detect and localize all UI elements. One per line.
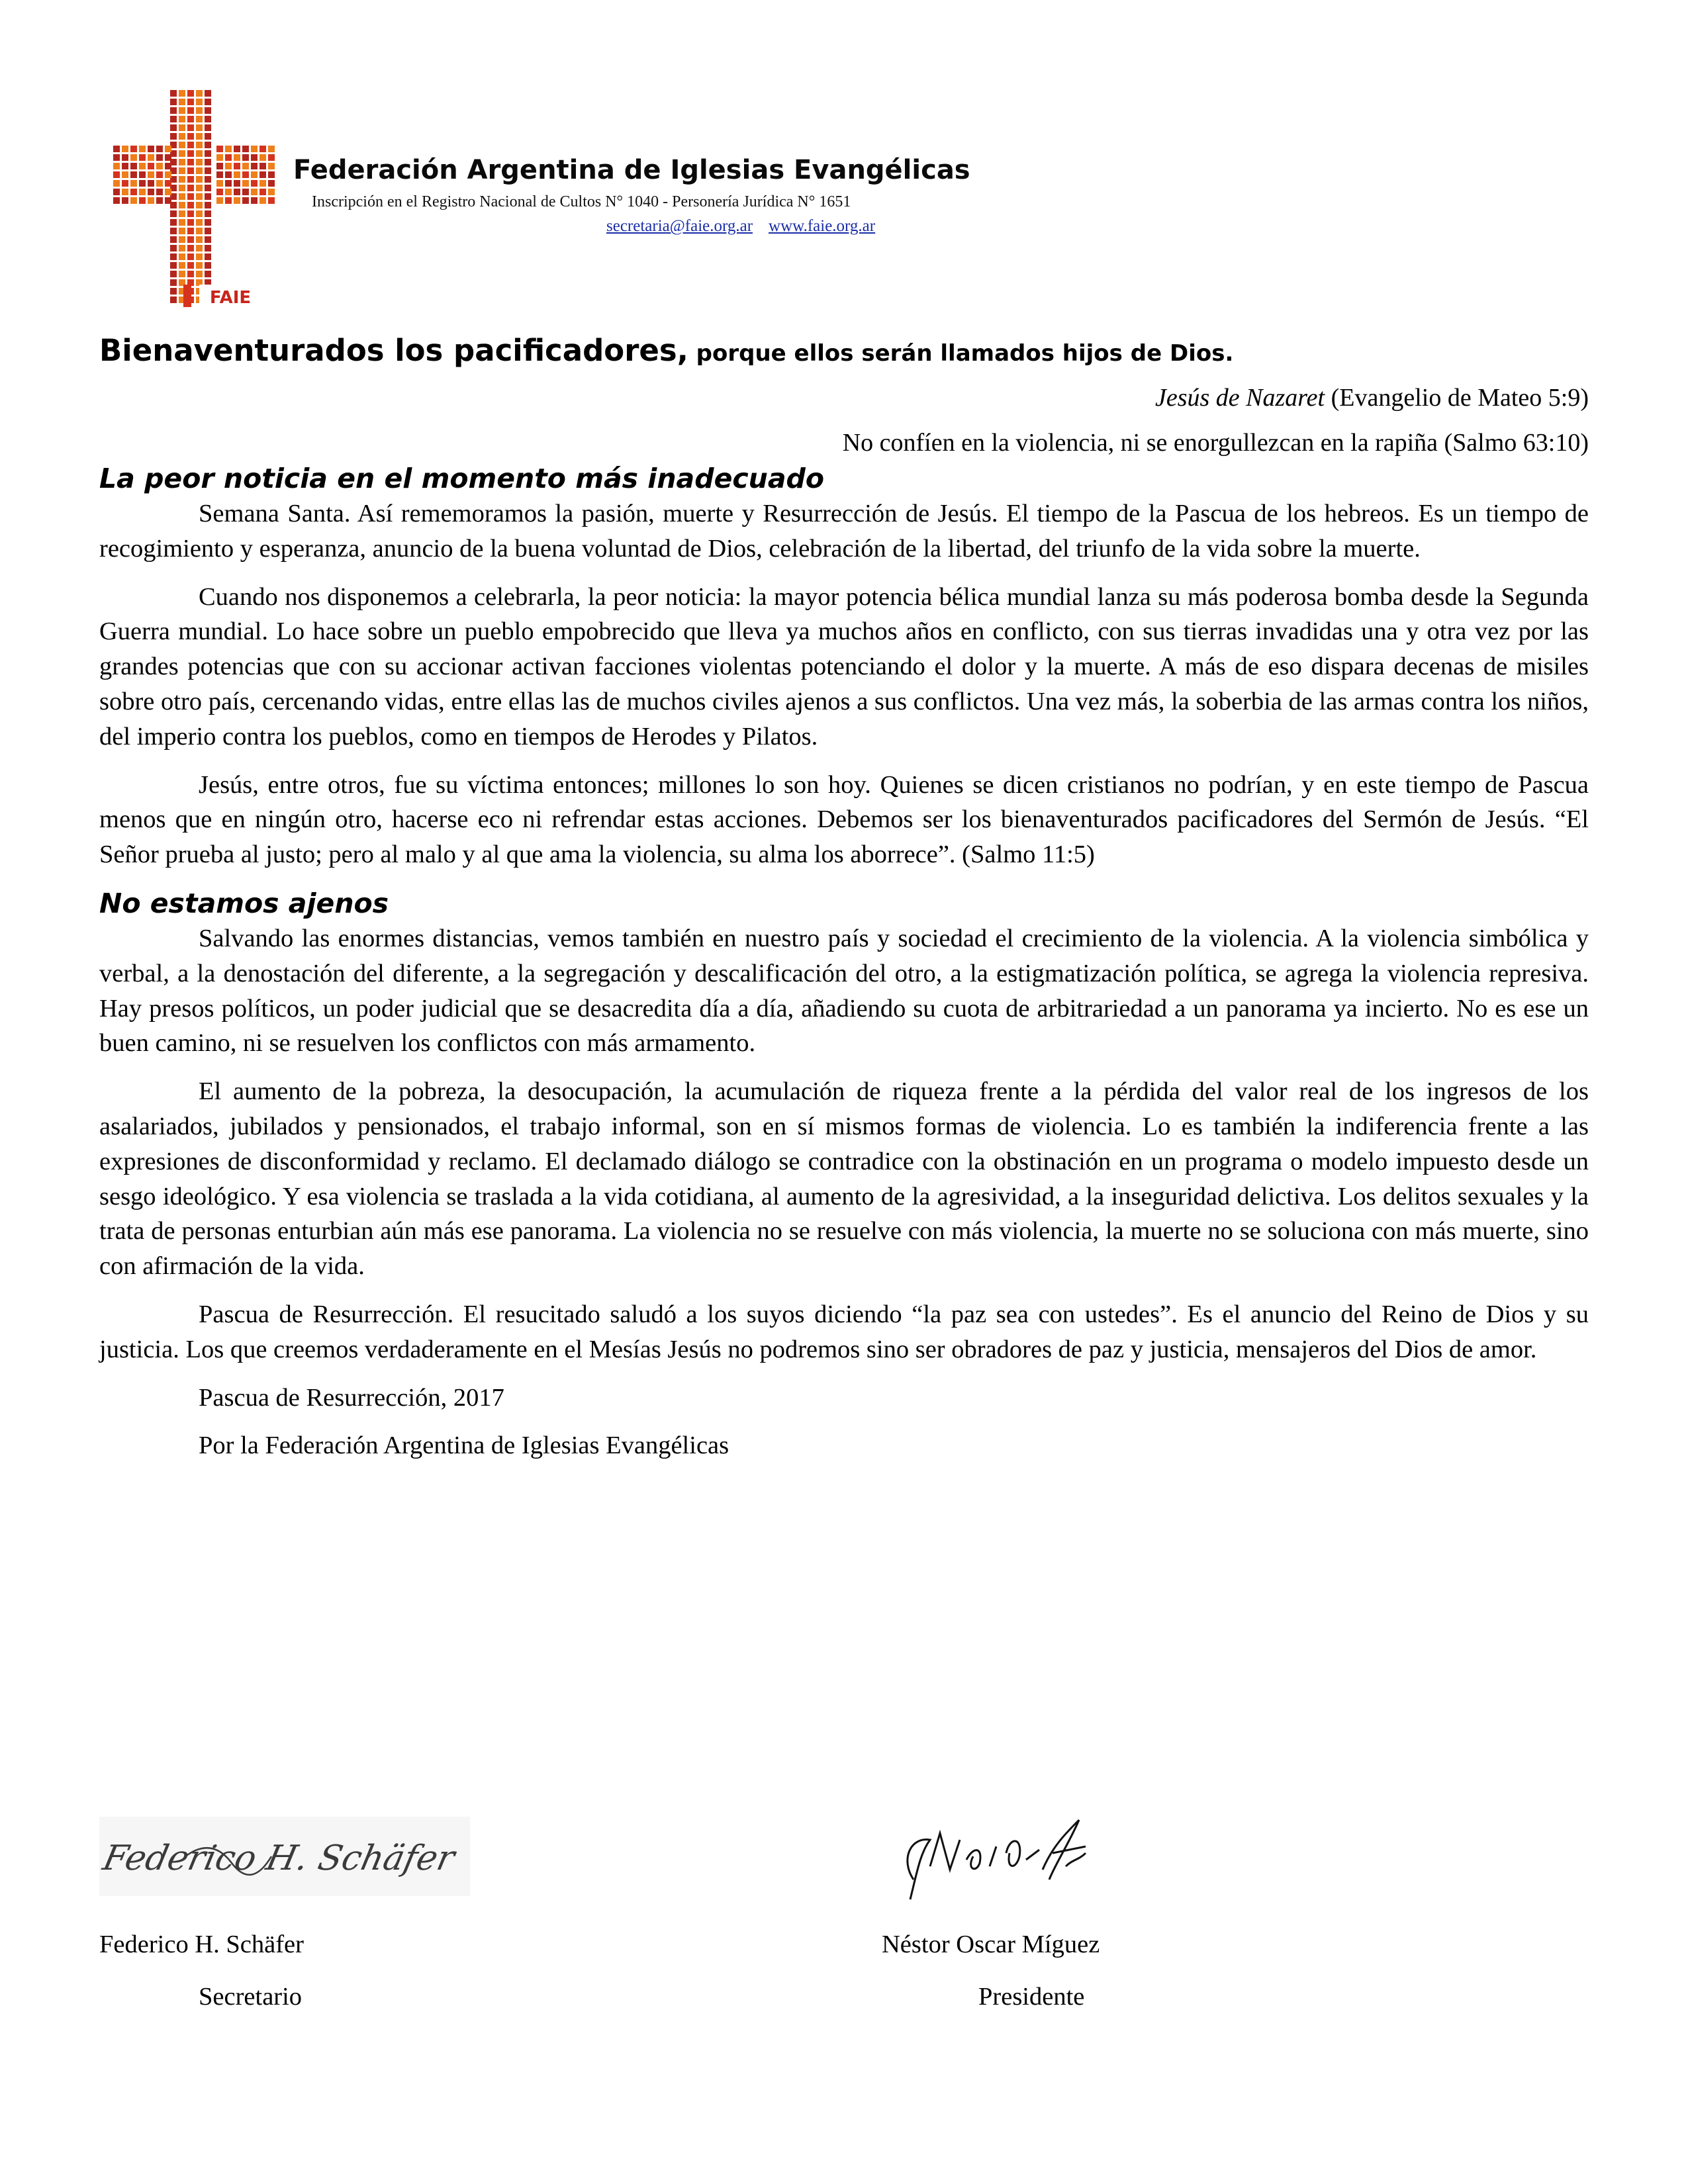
logo-tile [187,253,194,260]
logo-tile [165,154,171,161]
logo-tile [268,146,275,152]
logo-tile [170,219,177,226]
logo-tile [130,171,137,178]
logo-tile [216,146,223,152]
logo-tile [205,202,211,208]
logo-tile [170,228,177,234]
org-name: Federación Argentina de Iglesias Evangélicas [293,155,970,185]
logo-tile [187,176,194,183]
logo-tile [205,210,211,217]
logo-tile [242,171,249,178]
logo-tile [179,142,185,148]
logo-tile [139,180,146,187]
letter-body [99,331,1589,1477]
logo-tile [242,163,249,169]
logo-tile [170,279,177,286]
logo-tile [113,189,120,195]
logo-tile [259,146,266,152]
logo-tile [205,236,211,243]
logo-tile [196,193,203,200]
logo-tile [205,124,211,131]
logo-tile [234,171,240,178]
org-registration: Inscripción en el Registro Nacional de Cultos N° 1040 - Personería Jurídica N° 1651 [312,193,851,210]
logo-tile [205,271,211,277]
org-header [293,154,970,235]
logo-tile [187,99,194,105]
logo-tile [130,163,137,169]
logo-tile [205,245,211,251]
logo-tile [139,146,146,152]
logo-tile [165,197,171,204]
logo-tile [187,124,194,131]
logo-tile [122,197,128,204]
logo-tile [196,124,203,131]
logo-tile [187,185,194,191]
logo-tile [234,189,240,195]
logo-tile [179,210,185,217]
logo-tile [196,150,203,157]
logo-tile [196,185,203,191]
logo-tile [196,219,203,226]
logo-tile [251,189,258,195]
logo-tile [187,90,194,97]
logo-tile [170,124,177,131]
logo-tile [205,228,211,234]
logo-tile [196,90,203,97]
faie-cross-logo [109,86,275,311]
logo-tile [122,180,128,187]
logo-tile [179,133,185,140]
logo-tile [216,180,223,187]
logo-tile [156,154,163,161]
logo-tile [113,146,120,152]
logo-tile [170,133,177,140]
logo-tile [225,180,232,187]
logo-tile [268,197,275,204]
logo-tile [205,142,211,148]
logo-tile [196,133,203,140]
logo-tile [179,99,185,105]
paragraph: Jesús, entre otros, fue su víctima entonces; millones lo son hoy. Quienes se dicen cristianos no podrían, y en este tiempo de Pascua menos que en ningún otro, hacerse eco ni refrendar estas acciones. Debemos ser los bienaventurados pacificadores del Sermón de Jesús. “El Señor prueba al justo; pero al malo y al que ama la violencia, su alma los aborrece”. (Salmo 11:5) [99,770,1589,869]
logo-tile [165,163,171,169]
attribution-source: (Evangelio de Mateo 5:9) [1325,384,1589,412]
section-heading: La peor noticia en el momento más inadecuado [99,463,825,494]
logo-tile [205,107,211,114]
logo-tile [234,154,240,161]
logo-tile [113,154,120,161]
section-heading: No estamos ajenos [99,887,389,919]
logo-tile [113,197,120,204]
logo-tile [187,142,194,148]
logo-tile [130,189,137,195]
logo-tile [205,99,211,105]
logo-tile [165,180,171,187]
logo-tile [234,180,240,187]
logo-tile [139,189,146,195]
logo-tile [259,154,266,161]
logo-tile [196,176,203,183]
logo-tile [205,176,211,183]
logo-tile [259,180,266,187]
logo-tile [205,262,211,269]
logo-tile [139,197,146,204]
logo-tile [170,90,177,97]
logo-tile [196,142,203,148]
logo-tile [205,159,211,165]
logo-label: FAIE [209,288,252,308]
date-line: Pascua de Resurrección, 2017 [199,1383,504,1412]
beatitude-main: Bienaventurados los pacificadores, [99,333,688,368]
logo-tile [205,253,211,260]
logo-tile [139,154,146,161]
logo-tile [187,116,194,122]
logo-tile [156,189,163,195]
logo-tile [148,189,154,195]
logo-tile [216,163,223,169]
signer-title: Presidente [978,1983,1085,2011]
logo-tile [187,159,194,165]
paragraph: Pascua de Resurrección. El resucitado saludó a los suyos diciendo “la paz sea con ustedes”. Es el anuncio del Reino de Dios y su justicia. Los que creemos verdaderamente en el Mesías Jesús no podremos sino ser obradores de paz y justicia, mensajeros del Dios de amor. [99,1300,1589,1363]
logo-tile [113,180,120,187]
logo-tile [170,253,177,260]
logo-tile [216,189,223,195]
logo-tile [216,171,223,178]
logo-tile [196,159,203,165]
signer-title: Secretario [199,1983,303,2011]
logo-tile [268,171,275,178]
logo-tile [183,285,191,307]
logo-tile [234,197,240,204]
paragraph: Salvando las enormes distancias, vemos también en nuestro país y sociedad el crecimiento de la violencia. A la violencia simbólica y verbal, a la denostación del diferente, a la segregación y descalificación del otro, a la estigmatización política, se agrega la violencia represiva. Hay presos políticos, un poder judicial que se desacredita día a día, añadiendo su cuota de arbitrariedad a un panorama ya incierto. No es ese un buen camino, ni se resuelven los conflictos con más armamento. [99,924,1589,1058]
logo-tile [187,236,194,243]
logo-tile [187,271,194,277]
logo-tile [259,171,266,178]
logo-tile [268,154,275,161]
logo-tile [225,189,232,195]
logo-tile [268,180,275,187]
logo-tile [130,154,137,161]
signature-secretary-script: Federico H. Schäfer [99,1838,459,1878]
beatitude-rest: porque ellos serán llamados hijos de Dios. [688,340,1234,367]
logo-tile [179,193,185,200]
logo-tile [251,180,258,187]
paragraph: El aumento de la pobreza, la desocupación, la acumulación de riqueza frente a la pérdida del valor real de los ingresos de los asalariados, jubilados y pensionados, el trabajo informal, son en sí mismos formas de violencia. Lo es también la indiferencia frente a las expresiones de disconformidad y reclamo. El declamado diálogo se contradice con la obstinación en un programa o modelo impuesto desde un sesgo ideológico. Y esa violencia se traslada a la vida cotidiana, al aumento de la agresividad, a la inseguridad delictiva. Los delitos sexuales y la trata de personas enturbian aún más ese panorama. La violencia no se resuelve con más violencia, la muerte no se soluciona con más muerte, sino con afirmación de la vida. [99,1077,1589,1281]
logo-tile [179,116,185,122]
logo-tile [187,202,194,208]
signature-secretary [99,1817,470,1896]
logo-tile [179,219,185,226]
logo-tile [170,116,177,122]
cross-logo-icon [109,86,275,311]
logo-tile [251,146,258,152]
logo-tile [179,253,185,260]
logo-tile [148,146,154,152]
logo-tile [225,154,232,161]
logo-tile [179,90,185,97]
logo-tile [187,262,194,269]
beatitude-heading [99,331,1589,373]
website-link[interactable]: www.faie.org.ar [769,217,876,235]
logo-tile [187,245,194,251]
logo-tile [196,167,203,174]
logo-tile [225,146,232,152]
logo-tile [179,228,185,234]
org-links [606,217,875,236]
logo-tile [196,236,203,243]
logo-tile [196,271,203,277]
logo-tile [242,189,249,195]
logo-tile [130,180,137,187]
logo-tile [179,107,185,114]
logo-tile [216,197,223,204]
logo-tile [251,171,258,178]
logo-tile [205,150,211,157]
email-link[interactable]: secretaria@faie.org.ar [606,217,753,235]
logo-tile [187,107,194,114]
logo-tile [148,171,154,178]
logo-tile [179,176,185,183]
logo-tile [179,124,185,131]
logo-tile [225,163,232,169]
logo-tile [251,154,258,161]
logo-tile [225,197,232,204]
logo-tile [187,133,194,140]
logo-tile [251,163,258,169]
logo-tile [251,197,258,204]
logo-tile [259,163,266,169]
logo-tile [179,159,185,165]
paragraph: Semana Santa. Así rememoramos la pasión, muerte y Resurrección de Jesús. El tiempo de la Pascua de los hebreos. Es un tiempo de recogimiento y esperanza, anuncio de la buena voluntad de Dios, celebración de la libertad, del triunfo de la vida sobre la muerte. [99,500,1589,563]
logo-tile [170,245,177,251]
logo-tile [268,163,275,169]
paragraph: Cuando nos disponemos a celebrarla, la peor noticia: la mayor potencia bélica mundial lanza su más poderosa bomba desde la Segunda Guerra mundial. Lo hace sobre un pueblo empobrecido que lleva ya muchos años en conflicto, con sus tierras invadidas una y otra vez por las grandes potencias que con su accionar activan facciones violentas potenciando el dolor y la muerte. A más de eso dispara decenas de misiles sobre otro país, cercenando vidas, entre ellas las de muchos civiles ajenos a sus conflictos. Una vez más, la soberbia de las armas contra los niños, del imperio contra los pueblos, como en tiempos de Herodes y Pilatos. [99,582,1589,751]
signature-president [874,1807,1125,1913]
logo-tile [179,262,185,269]
logo-tile [122,163,128,169]
logo-tile [139,163,146,169]
logo-tile [205,185,211,191]
logo-tile [148,180,154,187]
logo-tile [170,210,177,217]
logo-tile [113,171,120,178]
logo-tile [156,146,163,152]
logo-tile [165,146,171,152]
signature-president-icon [874,1807,1125,1913]
logo-tile [196,210,203,217]
logo-tile [196,107,203,114]
logo-tile [234,146,240,152]
logo-tile [179,185,185,191]
logo-tile [205,133,211,140]
logo-tile [170,236,177,243]
logo-tile [179,202,185,208]
logo-tile [170,288,177,295]
logo-tile [148,154,154,161]
signature-secretary-icon [99,1817,470,1896]
logo-tile [148,197,154,204]
logo-tile [205,219,211,226]
logo-tile [234,163,240,169]
logo-tile [179,271,185,277]
logo-tile [187,193,194,200]
logo-tile [259,197,266,204]
attribution [99,380,1589,416]
logo-tile [187,210,194,217]
logo-tile [130,146,137,152]
logo-tile [187,219,194,226]
logo-tile [170,262,177,269]
logo-tile [187,228,194,234]
logo-tile [179,245,185,251]
logo-tile [170,99,177,105]
on-behalf-line: Por la Federación Argentina de Iglesias Evangélicas [199,1432,729,1460]
logo-tile [196,116,203,122]
logo-tile [242,180,249,187]
logo-tile [205,90,211,97]
logo-tile [165,189,171,195]
logo-tile [156,180,163,187]
psalm-quote: No confíen en la violencia, ni se enorgullezcan en la rapiña (Salmo 63:10) [842,429,1589,457]
logo-tile [216,154,223,161]
logo-tile [156,197,163,204]
logo-tile [122,171,128,178]
logo-tile [225,171,232,178]
logo-tile [187,150,194,157]
logo-tile [196,262,203,269]
logo-tile [196,253,203,260]
logo-tile [179,167,185,174]
signer-name: Néstor Oscar Míguez [882,1931,1100,1958]
logo-tile [205,193,211,200]
logo-tile [170,296,177,303]
logo-tile [122,146,128,152]
logo-tile [179,236,185,243]
logo-tile [139,171,146,178]
logo-tile [242,154,249,161]
logo-tile [205,167,211,174]
logo-tile [156,163,163,169]
logo-tile [130,197,137,204]
logo-tile [196,245,203,251]
logo-tile [170,271,177,277]
logo-tile [113,163,120,169]
logo-tile [259,189,266,195]
logo-tile [205,116,211,122]
logo-tile [268,189,275,195]
logo-tile [242,197,249,204]
logo-tile [179,150,185,157]
logo-tile [122,154,128,161]
logo-tile [187,167,194,174]
attribution-author: Jesús de Nazaret [1155,384,1325,412]
signer-name: Federico H. Schäfer [99,1931,304,1958]
logo-tile [165,171,171,178]
logo-tile [196,202,203,208]
logo-tile [148,163,154,169]
logo-tile [196,99,203,105]
logo-tile [122,189,128,195]
logo-tile [156,171,163,178]
logo-tile [242,146,249,152]
logo-tile [170,107,177,114]
logo-tile [196,228,203,234]
